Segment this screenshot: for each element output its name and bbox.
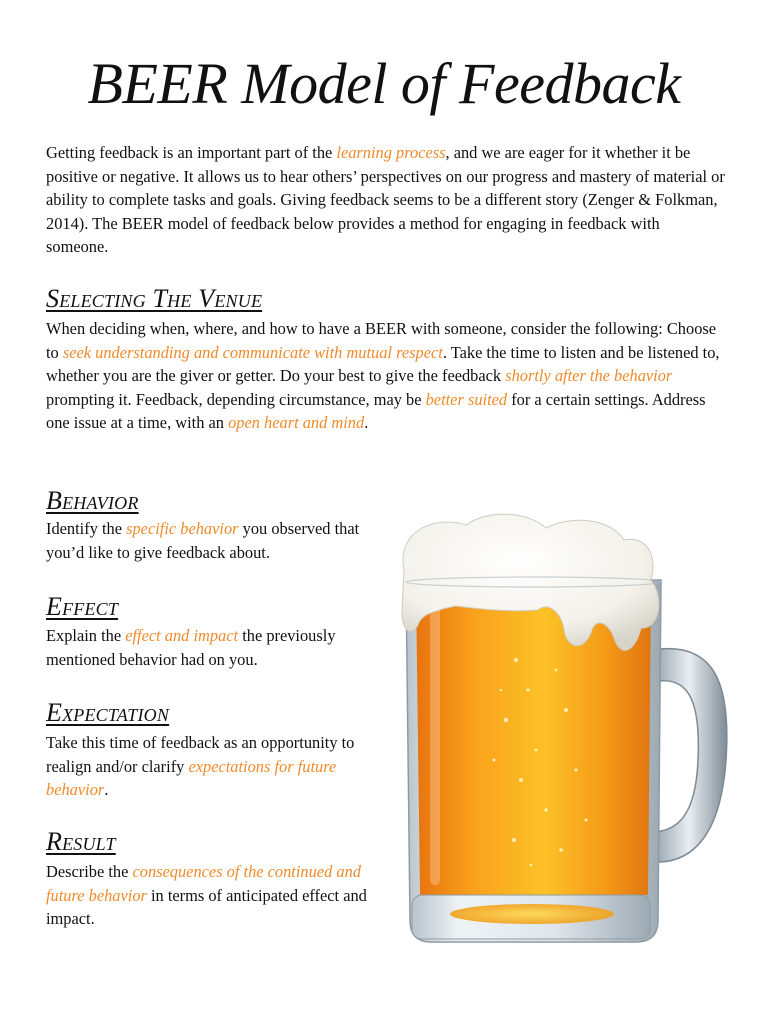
text-run: . — [364, 413, 369, 433]
text-run: Describe the — [46, 862, 133, 881]
highlighted-phrase: expectations for future behavior — [46, 756, 337, 800]
page-title: BEER Model of Feedback — [87, 51, 681, 116]
section-body-expectation — [46, 731, 366, 802]
section-heading-result: Result — [46, 827, 116, 856]
section-heading-behavior: Behavior — [46, 486, 139, 515]
text-run: . Take the time to listen and be listened to, whether you are the giver or getter. Do your best to give the feedback — [46, 342, 720, 386]
beer-mug-icon — [396, 510, 736, 950]
section-heading-effect: Effect — [46, 592, 119, 621]
highlighted-phrase: effect and impact — [125, 626, 239, 645]
text-run: Explain the — [46, 626, 126, 645]
text-run: , and we are eager for it whether it be positive or negative. It allows us to hear others’ perspectives on our progress and mastery of material or ability to complete tasks and goals. Giving feedback seems to be a different story (Zenger & Folkman, 2014). The BEER model of feedback below provides a method for engaging in feedback with someone. — [46, 143, 725, 257]
text-run: for a certain settings. Address one issue at a time, with an — [46, 389, 706, 433]
text-run: Getting feedback is an important part of the — [46, 143, 337, 162]
section-body-behavior — [46, 517, 396, 564]
section-body-effect — [46, 624, 406, 671]
highlighted-phrase: specific behavior — [126, 519, 239, 538]
text-run: Identify the — [46, 519, 127, 538]
intro-paragraph — [46, 141, 726, 259]
section-heading-expectation: Expectation — [46, 698, 170, 727]
highlighted-phrase: learning process — [336, 143, 446, 162]
text-run: in terms of anticipated effect and impact. — [46, 885, 367, 929]
text-run: the previously mentioned behavior had on you. — [46, 626, 336, 669]
section-heading-venue: Selecting The Venue — [46, 284, 263, 313]
highlighted-phrase: consequences of the continued and future behavior — [46, 862, 361, 905]
section-body-result — [46, 860, 396, 931]
highlighted-phrase: shortly after the behavior — [505, 366, 673, 386]
highlighted-phrase: seek understanding and communicate with mutual respect — [62, 342, 443, 362]
text-run: Take this time of feedback as an opportunity to realign and/or clarify — [46, 733, 355, 776]
text-run: prompting it. Feedback, depending circumstance, may be — [46, 389, 426, 409]
text-run: you observed that you’d like to give feedback about. — [46, 519, 360, 562]
text-run: When deciding when, where, and how to have a BEER with someone, consider the following: Choose to — [46, 319, 717, 362]
highlighted-phrase: open heart and mind — [228, 413, 365, 433]
highlighted-phrase: better suited — [425, 389, 508, 409]
section-body-venue — [46, 317, 726, 435]
text-run: . — [104, 780, 109, 800]
